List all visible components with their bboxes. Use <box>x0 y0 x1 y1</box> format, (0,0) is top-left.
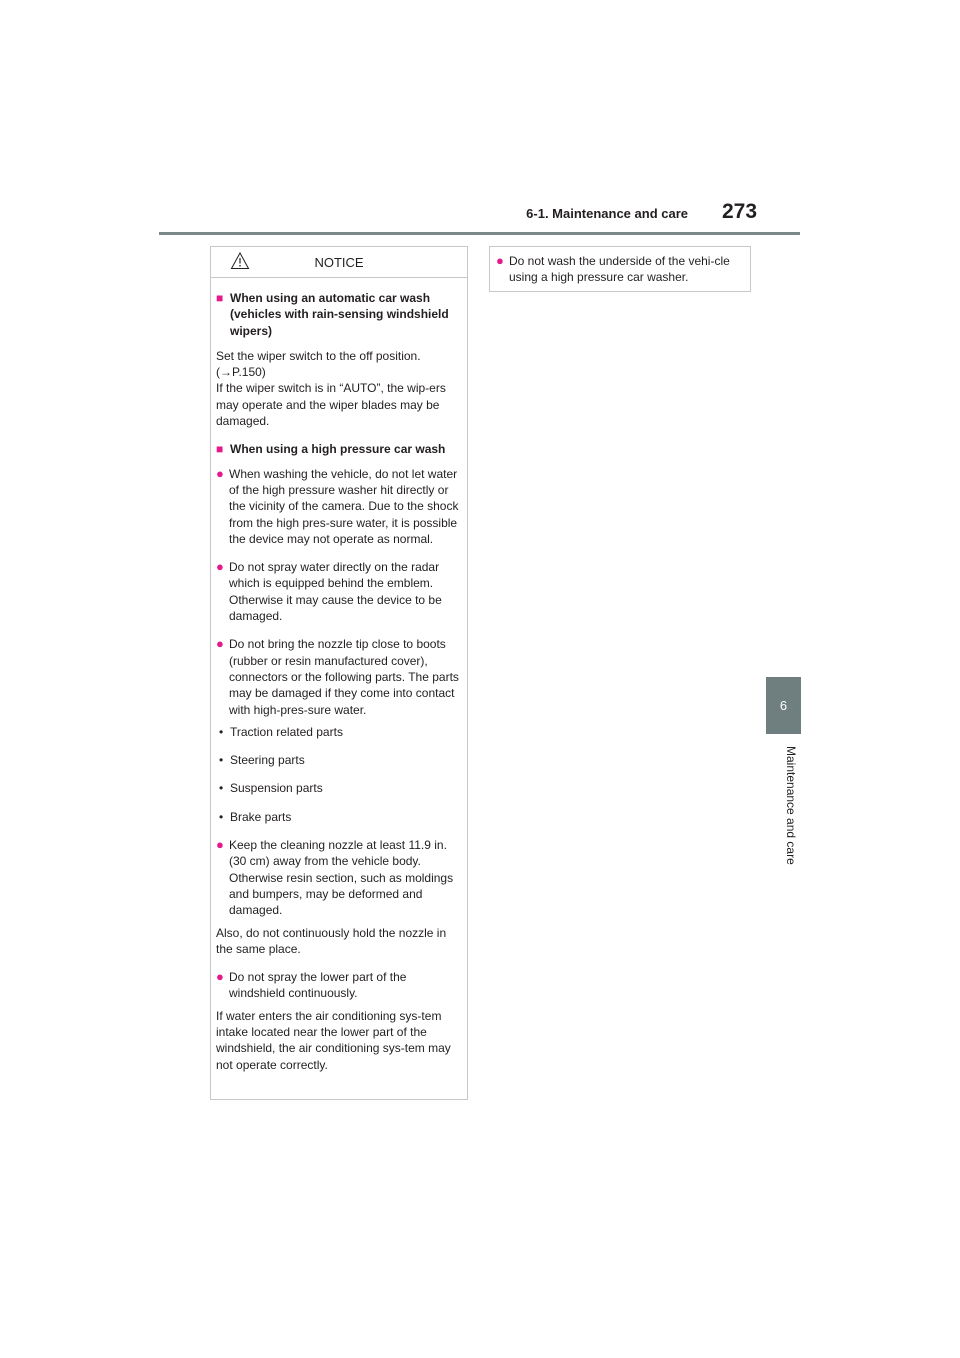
notice-title: NOTICE <box>314 254 364 270</box>
circle-bullet-icon: ● <box>216 559 224 575</box>
heading-text: When using an automatic car wash (vehicles with rain-sensing windshield wipers) <box>230 291 449 338</box>
square-bullet-icon: ■ <box>216 291 224 305</box>
sub-list-item-text: Traction related parts <box>230 724 343 739</box>
chapter-tab[interactable] <box>766 677 801 734</box>
notice-continuation-box <box>489 246 751 292</box>
dot-bullet-icon: • <box>219 809 224 824</box>
list-item-text: Do not spray the lower part of the windshield continuously. <box>229 970 407 1001</box>
sub-list-item <box>216 752 459 768</box>
warning-icon <box>230 251 250 271</box>
list-item <box>216 837 459 918</box>
list-item-text: Do not spray water directly on the radar which is equipped behind the emblem. Otherwise it may cause the device to be damaged. <box>229 560 442 624</box>
circle-bullet-icon: ● <box>216 837 224 853</box>
paragraph: If the wiper switch is in “AUTO”, the wip-ers may operate and the wiper blades may be damaged. <box>216 381 446 429</box>
sub-list-item-text: Suspension parts <box>230 781 323 796</box>
list-item-text: When washing the vehicle, do not let water of the high pressure washer hit directly or the vicinity of the camera. Due to the shock from the high pres-sure water, it is possible the device may not operate as normal. <box>229 466 459 546</box>
paragraph: If water enters the air conditioning sys-tem intake located near the lower part of the windshield, the air conditioning sys-tem may not operate correctly. <box>216 1008 451 1072</box>
circle-bullet-icon: ● <box>496 253 504 268</box>
header-divider <box>159 232 800 235</box>
notice-box <box>210 246 468 1100</box>
list-item-text: Do not wash the underside of the vehi-cle using a high pressure car washer. <box>509 254 730 285</box>
dot-bullet-icon: • <box>219 753 224 768</box>
heading-text: When using a high pressure car wash <box>230 442 446 457</box>
sub-list-item <box>216 780 459 796</box>
sub-list-item-text: Brake parts <box>230 809 292 824</box>
notice-body <box>211 278 467 1073</box>
list-item <box>216 559 459 624</box>
sub-list-item <box>216 809 459 825</box>
dot-bullet-icon: • <box>219 781 224 796</box>
circle-bullet-icon: ● <box>216 969 224 985</box>
list-item <box>496 253 742 286</box>
dot-bullet-icon: • <box>219 724 224 739</box>
sub-list-item-text: Steering parts <box>230 753 305 768</box>
paragraph: Also, do not continuously hold the nozzle in the same place. <box>216 925 447 956</box>
page-number: 273 <box>722 200 758 223</box>
notice-header <box>211 247 467 278</box>
circle-bullet-icon: ● <box>216 636 224 652</box>
section-title: 6-1. Maintenance and care <box>526 206 688 221</box>
list-item <box>216 466 459 547</box>
section-heading <box>216 290 459 339</box>
chapter-label: Maintenance and care <box>784 746 798 865</box>
list-item <box>216 636 459 717</box>
chapter-number: 6 <box>779 698 788 713</box>
list-item-text: Keep the cleaning nozzle at least 11.9 in. (30 cm) away from the vehicle body. Otherwise resin section, such as moldings and bumpers, may be deformed and damaged. <box>229 838 454 918</box>
paragraph: Set the wiper switch to the off position. (→P.150) <box>216 348 421 380</box>
list-item <box>216 969 459 1002</box>
list-item-text: Do not bring the nozzle tip close to boots (rubber or resin manufactured cover), connectors or the following parts. The parts may be damaged if they come into contact with high-pres-sure water. <box>229 637 459 717</box>
sub-list-item <box>216 724 459 740</box>
circle-bullet-icon: ● <box>216 465 224 481</box>
section-heading <box>216 441 459 457</box>
square-bullet-icon: ■ <box>216 442 224 457</box>
